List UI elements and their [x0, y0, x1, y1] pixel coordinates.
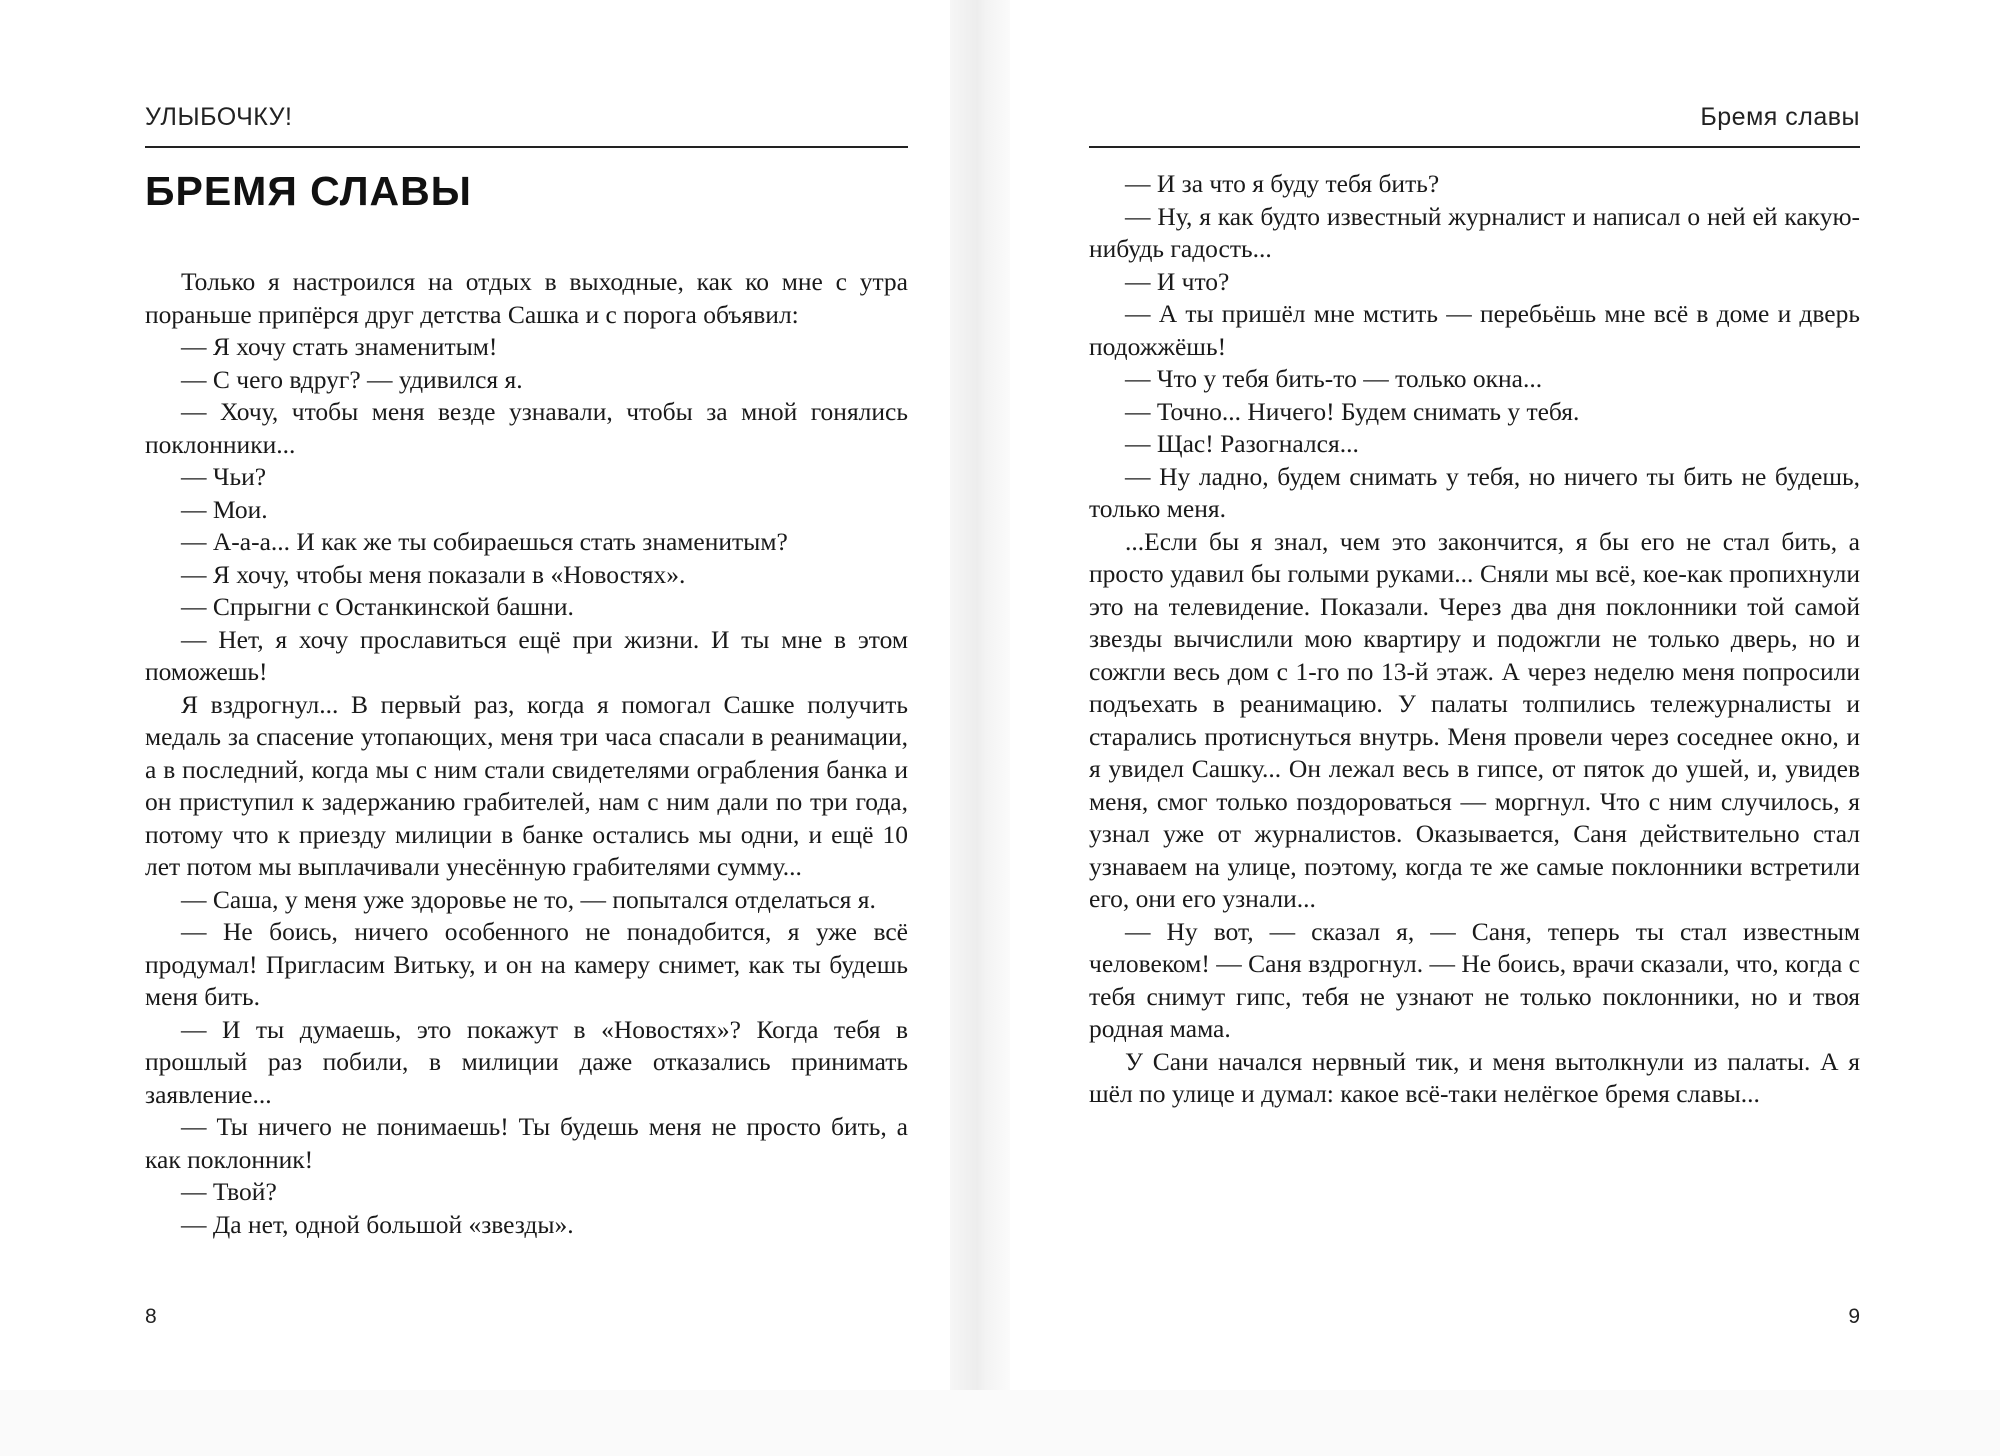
paragraph: Только я настроился на отдых в выходные, как ко мне с утра пораньше припёрся друг детства Сашка и с порога объявил:	[145, 267, 908, 329]
paragraph: — Ты ничего не понимаешь! Ты будешь меня не просто бить, а как поклонник!	[145, 1112, 908, 1174]
running-head-right: Бремя славы	[1700, 103, 1860, 131]
paragraph: Я вздрогнул... В первый раз, когда я помогал Сашке получить медаль за спасение утопающих, меня три часа спасали в реанимации, а в последний, когда мы с ним стали свидетелями ограбления банка и он приступил к задержанию грабителей, нам с ним дали по три года, потому что к приезду милиции в банке остались мы одни, и ещё 10 лет потом мы выплачивали унесённую грабителями сумму...	[145, 689, 908, 881]
paragraph: — И что?	[1125, 266, 1230, 296]
header-rule-left	[145, 146, 908, 148]
paragraph: — Не боись, ничего особенного не понадобится, я уже всё продумал! Пригласим Витьку, и он на камеру снимет, как ты будешь меня бить.	[145, 917, 908, 1011]
book-gutter	[950, 0, 1010, 1456]
paragraph: — Мои.	[181, 494, 268, 524]
paragraph: — Ну, я как будто известный журналист и написал о ней ей какую-нибудь гадость...	[1089, 201, 1860, 263]
left-page	[0, 0, 950, 1390]
paragraph: У Сани начался нервный тик, и меня вытолкнули из палаты. А я шёл по улице и думал: какое всё-таки нелёгкое бремя славы...	[1089, 1046, 1860, 1108]
paragraph: ...Если бы я знал, чем это закончится, я бы его не стал бить, а просто удавил бы голыми руками... Сняли мы всё, кое-как пропихнули это на телевидение. Показали. Через два дня поклонники той самой звезды вычислили мою квартиру и подожгли не только дверь, но и сожгли весь дом с 1-го по 13-й этаж. А через неделю меня попросили подъехать в реанимацию. У палаты толпились тележурналисты и старались протиснуться внутрь. Меня провели через соседнее окно, и я увидел Сашку... Он лежал весь в гипсе, от пяток до ушей, и, увидев меня, смог только поздороваться — моргнул. Что с ним случилось, я узнал уже от журналистов. Оказывается, Саня действительно стал узнаваем на улице, поэтому, когда те же самые поклонники встретили его, они его узнали...	[1089, 526, 1860, 913]
left-page-text	[145, 266, 908, 1241]
chapter-title: БРЕМЯ СЛАВЫ	[145, 168, 472, 214]
paragraph: — И за что я буду тебя бить?	[1125, 169, 1440, 198]
paragraph: — С чего вдруг? — удивился я.	[181, 364, 523, 394]
paragraph: — Спрыгни с Останкинской башни.	[181, 592, 574, 621]
right-page-text	[1089, 168, 1860, 1111]
paragraph: — А-а-а... И как же ты собираешься стать знаменитым?	[181, 527, 788, 556]
paragraph: — Нет, я хочу прославиться ещё при жизни. И ты мне в этом поможешь!	[145, 624, 908, 686]
paragraph: — Я хочу, чтобы меня показали в «Новостях».	[181, 559, 686, 589]
paragraph: — Ну вот, — сказал я, — Саня, теперь ты стал известным человеком! — Саня вздрогнул. — Не боись, врачи сказали, что, когда с тебя снимут гипс, тебя не узнают не только поклонники, но и твоя родная мама.	[1089, 916, 1860, 1043]
running-head-left: УЛЫБОЧКУ!	[145, 103, 293, 131]
paragraph: — Щас! Разогнался...	[1125, 429, 1359, 458]
paragraph: — Хочу, чтобы меня везде узнавали, чтобы за мной гонялись поклонники...	[145, 397, 908, 459]
page-number-right: 9	[1848, 1305, 1860, 1328]
paragraph: — Ну ладно, будем снимать у тебя, но ничего ты бить не будешь, только меня.	[1089, 461, 1860, 523]
paragraph: — Что у тебя бить-то — только окна...	[1125, 364, 1543, 393]
paragraph: — Точно... Ничего! Будем снимать у тебя.	[1125, 396, 1580, 426]
page-bottom-edge	[0, 1390, 2000, 1456]
right-page	[1010, 0, 2000, 1390]
paragraph: — И ты думаешь, это покажут в «Новостях»? Когда тебя в прошлый раз побили, в милиции даже отказались принимать заявление...	[145, 1014, 908, 1109]
paragraph: — Да нет, одной большой «звезды».	[181, 1209, 574, 1239]
page-number-left: 8	[145, 1305, 157, 1328]
paragraph: — А ты пришёл мне мстить — перебьёшь мне всё в доме и дверь подожжёшь!	[1089, 299, 1860, 361]
header-rule-right	[1089, 146, 1860, 148]
paragraph: — Твой?	[181, 1177, 277, 1206]
paragraph: — Чьи?	[181, 462, 267, 491]
paragraph: — Саша, у меня уже здоровье не то, — попытался отделаться я.	[181, 884, 876, 914]
paragraph: — Я хочу стать знаменитым!	[181, 332, 498, 361]
